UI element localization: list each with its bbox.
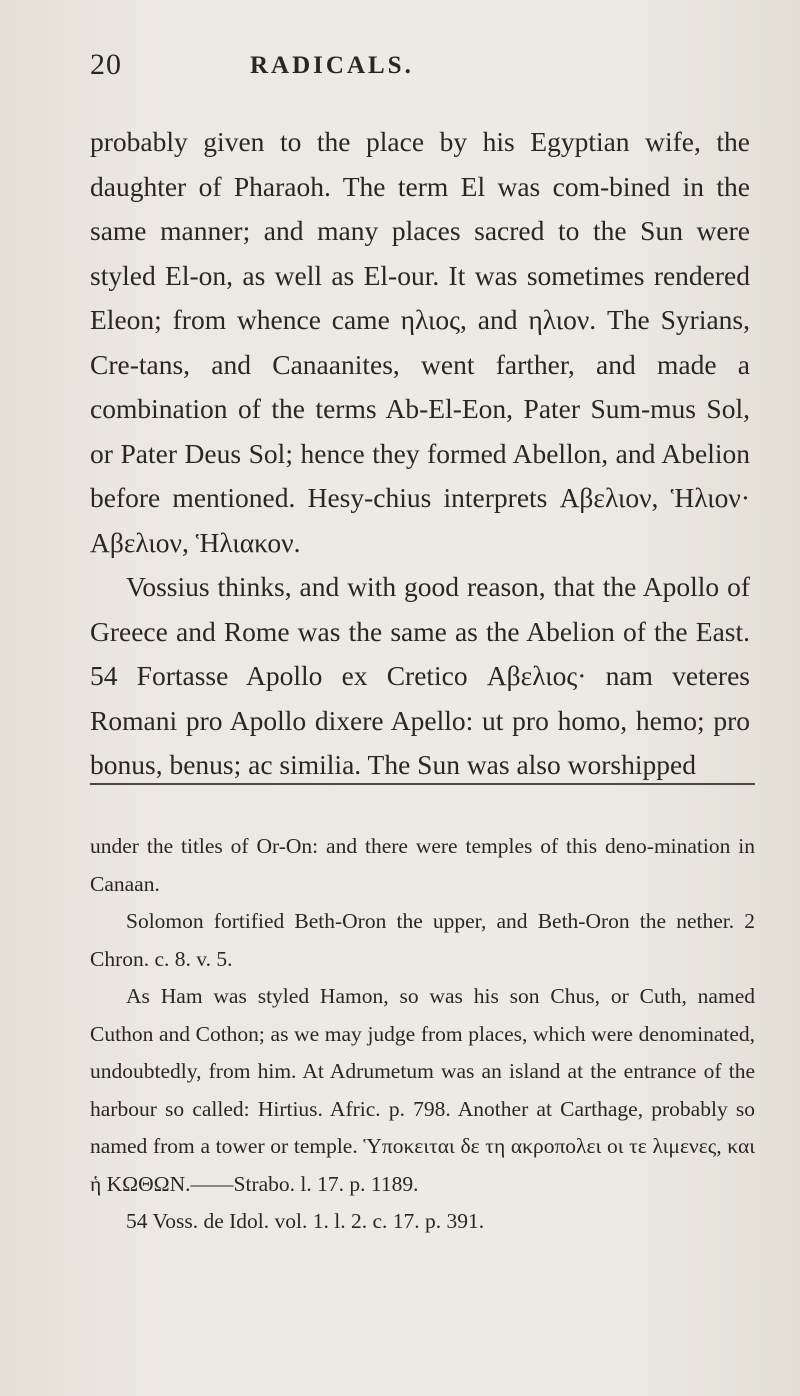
running-title: RADICALS. bbox=[250, 52, 414, 79]
footnote-paragraph: 54 Voss. de Idol. vol. 1. l. 2. c. 17. p. 391. bbox=[126, 1209, 485, 1233]
page-number: 20 bbox=[90, 48, 122, 81]
main-text bbox=[90, 120, 750, 788]
footnote-paragraph: As Ham was styled Hamon, so was his son Chus, or Cuth, named Cuthon and Cothon; as we may judge from places, which were denominated, undoubtedly, from him. At Adrumetum was an island at the entrance of the harbour so called: Hirtius. Afric. p. 798. Another at Carthage, probably so named from a tower or temple. Ὑποκειται δε τη ακροπολει οι τε λιμενες, και ἡ ΚΩΘΩΝ.——Strabo. l. 17. p. 1189. bbox=[90, 984, 755, 1196]
body-paragraph: Vossius thinks, and with good reason, that the Apollo of Greece and Rome was the same as the Abelion of the East. 54 Fortasse Apollo ex Cretico Αβελιος· nam veteres Romani pro Apollo dixere Apello: ut pro homo, hemo; pro bonus, benus; ac similia. The Sun was also worshipped bbox=[90, 571, 750, 780]
running-head bbox=[90, 48, 750, 88]
footnote-divider bbox=[90, 783, 755, 785]
footnotes bbox=[90, 828, 755, 1241]
body-paragraph: probably given to the place by his Egyptian wife, the daughter of Pharaoh. The term El was com-bined in the same manner; and many places sacred to the Sun were styled El-on, as well as El-our. It was sometimes rendered Eleon; from whence came ηλιος, and ηλιον. The Syrians, Cre-tans, and Canaanites, went farther, and made a combination of the terms Ab-El-Eon, Pater Sum-mus Sol, or Pater Deus Sol; hence they formed Abellon, and Abelion before mentioned. Hesy-chius interprets Αβελιον, Ἡλιον· Αβελιον, Ἡλιακον. bbox=[90, 126, 750, 558]
footnote-continuation: under the titles of Or-On: and there were temples of this deno-mination in Canaan. bbox=[90, 834, 755, 896]
footnote-paragraph: Solomon fortified Beth-Oron the upper, and Beth-Oron the nether. 2 Chron. c. 8. v. 5. bbox=[90, 909, 755, 971]
